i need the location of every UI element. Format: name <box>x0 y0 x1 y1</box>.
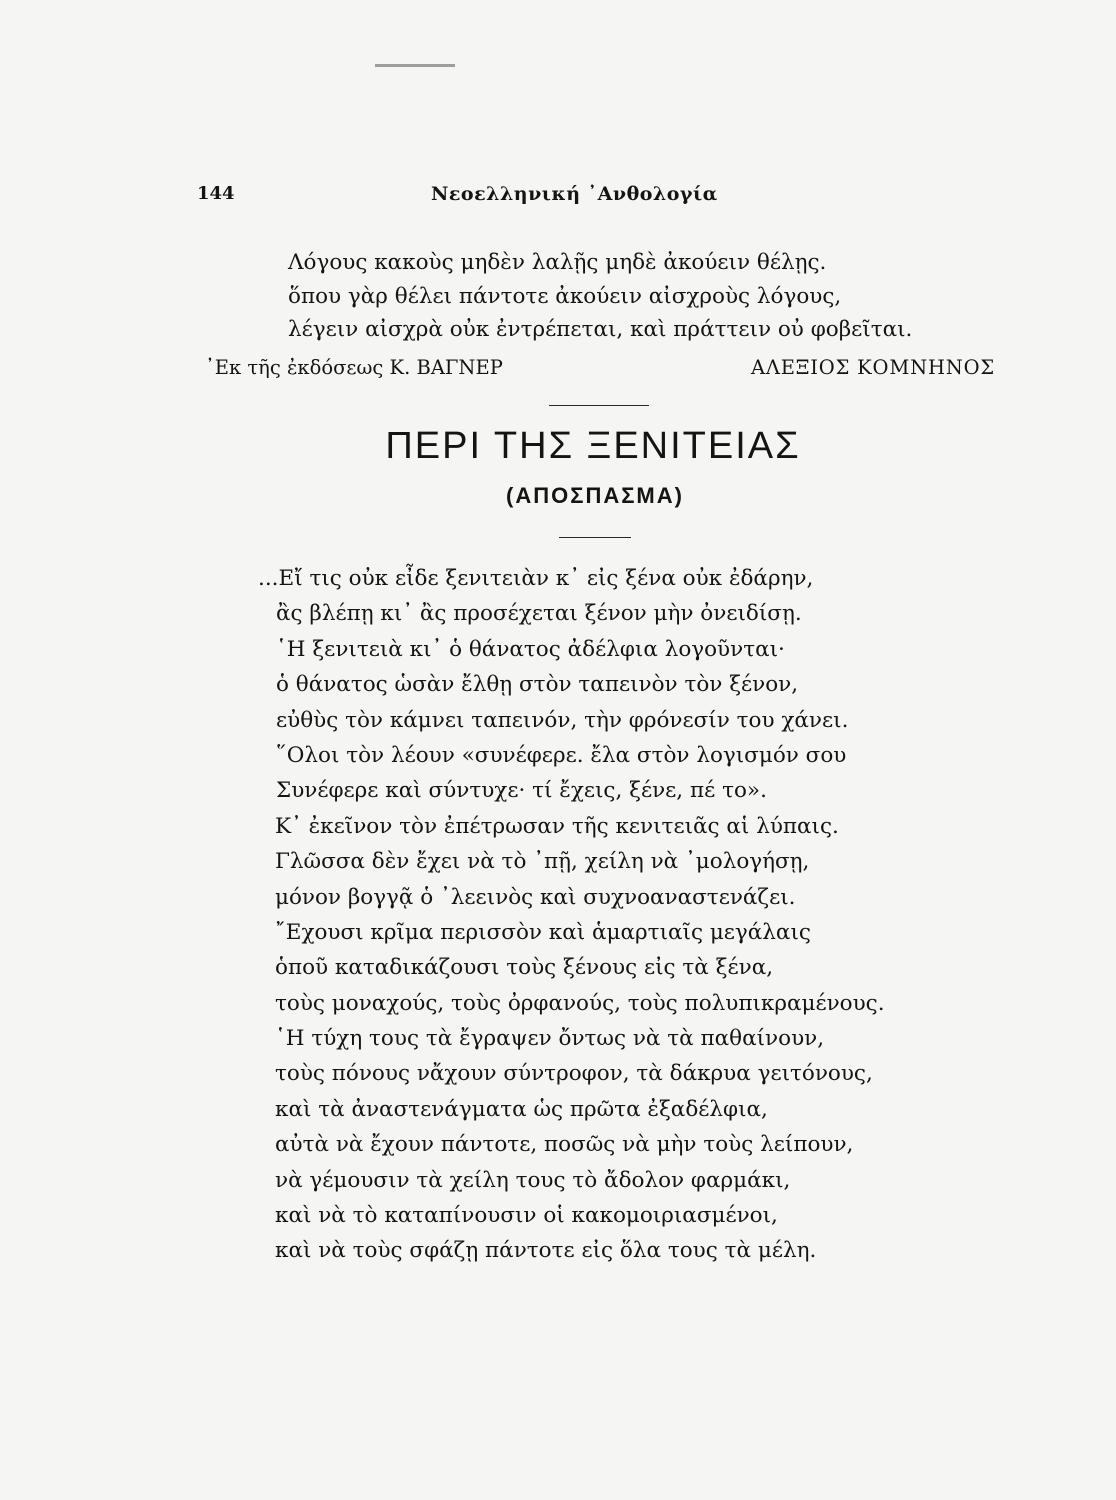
verse-line: ὁ θάνατος ὡσὰν ἔλθῃ στὸν ταπεινὸν τὸν ξένον, <box>276 672 799 698</box>
verse-line: ἂς βλέπῃ κι᾿ ἂς προσέχεται ξένον μὴν ὀνειδίσῃ. <box>276 601 802 627</box>
verse-line: νὰ γέμουσιν τὰ χείλη τους τὸ ἄδολον φαρμάκι, <box>275 1167 791 1193</box>
poem-subtitle: (ΑΠΟΣΠΑΣΜΑ) <box>506 483 684 508</box>
page-number: 144 <box>197 183 235 204</box>
verse-line: τοὺς μοναχούς, τοὺς ὀρφανούς, τοὺς πολυπικραμένους. <box>275 990 885 1016</box>
separator-rule <box>549 405 649 406</box>
poem-body <box>258 561 885 1269</box>
verse-line: Συνέφερε καὶ σύντυχε· τί ἔχεις, ξένε, πέ το». <box>276 778 767 804</box>
verse-line: Λόγους κακοὺς μηδὲν λαλῇς μηδὲ ἀκούειν θέλῃς. <box>288 250 827 275</box>
author-name: ΑΛΕΞΙΟΣ ΚΟΜΝΗΝΟΣ <box>750 356 995 379</box>
verse-line: ῾Η τύχη τους τὰ ἔγραψεν ὄντως νὰ τὰ παθαίνουν, <box>275 1026 825 1052</box>
verse-line: ῞Ολοι τὸν λέουν «συνέφερε. ἔλα στὸν λογισμόν σου <box>276 742 847 768</box>
verse-line: λέγειν αἰσχρὰ οὐκ ἐντρέπεται, καὶ πράττειν οὐ φοβεῖται. <box>288 317 913 342</box>
attribution-row <box>205 356 995 386</box>
verse-line: ῾Η ξενιτειὰ κι᾿ ὁ θάνατος ἀδέλφια λογοῦνται· <box>276 636 785 662</box>
verse-line: Κ᾿ ἐκεῖνον τὸν ἐπέτρωσαν τῆς κενιτειᾶς αἱ λύπαις. <box>275 813 839 839</box>
running-head <box>197 183 777 211</box>
print-smudge <box>375 64 455 67</box>
verse-line: καὶ τὰ ἀναστενάγματα ὡς πρῶτα ἐξαδέλφια, <box>275 1096 768 1122</box>
verse-line: Γλῶσσα δὲν ἔχει νὰ τὸ ᾿πῇ, χείλη νὰ ᾿μολογήσῃ, <box>275 849 810 875</box>
separator-rule <box>559 537 631 538</box>
preceding-poem-ending <box>288 246 912 347</box>
verse-line: αὐτὰ νὰ ἔχουν πάντοτε, ποσῶς νὰ μὴν τοὺς λείπουν, <box>275 1132 854 1158</box>
verse-line: ὅπου γὰρ θέλει πάντοτε ἀκούειν αἰσχροὺς λόγους, <box>288 283 842 309</box>
poem-title: ΠΕΡΙ ΤΗΣ ΞΕΝΙΤΕΙΑΣ <box>385 425 801 467</box>
verse-line: εὐθὺς τὸν κάμνει ταπεινόν, τὴν φρόνεσίν του χάνει. <box>276 707 849 733</box>
verse-line: ῎Εχουσι κρῖμα περισσὸν καὶ ἁμαρτιαῖς μεγάλαις <box>275 919 811 945</box>
verse-line: ὁποῦ καταδικάζουσι τοὺς ξένους εἰς τὰ ξένα, <box>275 955 774 981</box>
verse-line: ...Εἴ τις οὐκ εἶδε ξενιτειὰν κ᾿ εἰς ξένα οὐκ ἐδάρην, <box>258 566 814 591</box>
verse-line: καὶ νὰ τοὺς σφάζῃ πάντοτε εἰς ὅλα τους τὰ μέλη. <box>275 1238 817 1264</box>
verse-line: τοὺς πόνους νἄχουν σύντροφον, τὰ δάκρυα γειτόνους, <box>275 1061 873 1087</box>
edition-note: ᾿Εκ τῆς ἐκδόσεως Κ. ΒΑΓΝΕΡ <box>205 356 503 379</box>
verse-line: καὶ νὰ τὸ καταπίνουσιν οἱ κακομοιριασμένοι, <box>275 1203 778 1229</box>
book-title: Νεοελληνική ᾿Ανθολογία <box>431 183 718 205</box>
verse-line: μόνον βογγᾷ ὁ ᾿λεεινὸς καὶ συχνοαναστενάζει. <box>275 884 796 910</box>
